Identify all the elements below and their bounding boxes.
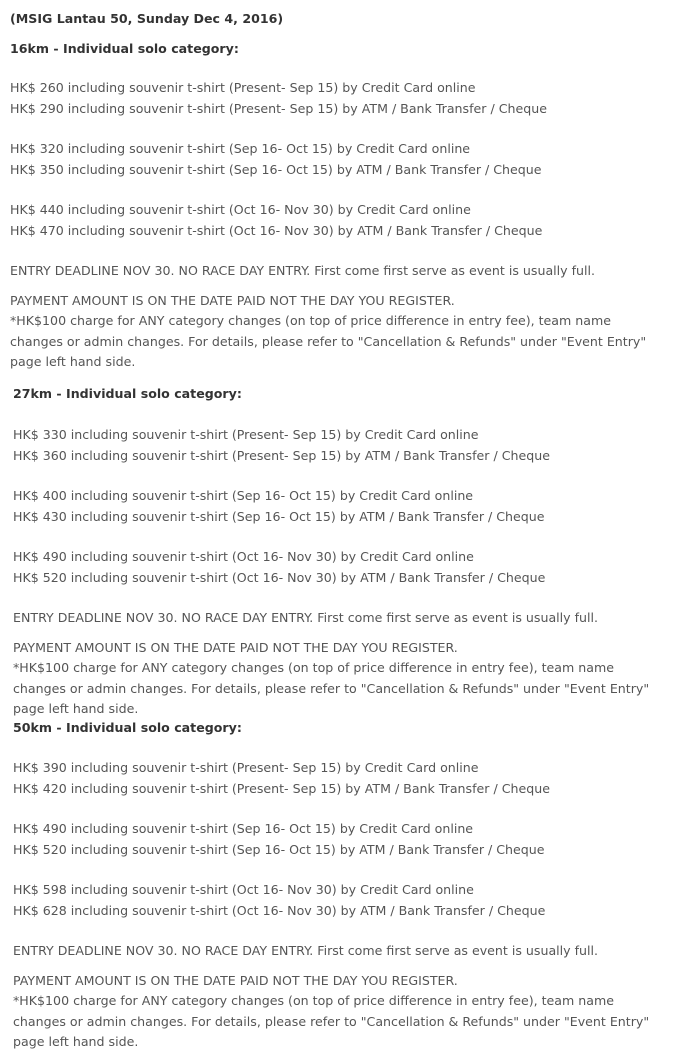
deadline-note: ENTRY DEADLINE NOV 30. NO RACE DAY ENTRY. First come first serve as event is usually full. bbox=[13, 610, 599, 625]
payment-note-text: PAYMENT AMOUNT IS ON THE DATE PAID NOT THE DAY YOU REGISTER. bbox=[10, 293, 455, 308]
charge-note-text: *HK$100 charge for ANY category changes (on top of price difference in entry fee), team name changes or admin changes. For details, please refer to "Cancellation & Refunds" under "Event Entry" page left hand side. bbox=[10, 313, 647, 369]
category-title: 50km - Individual solo category: bbox=[13, 720, 242, 735]
event-title: (MSIG Lantau 50, Sunday Dec 4, 2016) bbox=[10, 11, 284, 26]
price-line: HK$ 628 including souvenir t-shirt (Oct 16- Nov 30) by ATM / Bank Transfer / Cheque bbox=[13, 903, 546, 918]
deadline-note: ENTRY DEADLINE NOV 30. NO RACE DAY ENTRY. First come first serve as event is usually full. bbox=[13, 943, 599, 958]
price-line: HK$ 400 including souvenir t-shirt (Sep 16- Oct 15) by Credit Card online bbox=[13, 488, 474, 503]
price-line: HK$ 320 including souvenir t-shirt (Sep 16- Oct 15) by Credit Card online bbox=[10, 141, 471, 156]
price-line: HK$ 490 including souvenir t-shirt (Oct 16- Nov 30) by Credit Card online bbox=[13, 549, 474, 564]
category-title: 16km - Individual solo category: bbox=[10, 41, 239, 56]
price-line: HK$ 430 including souvenir t-shirt (Sep 16- Oct 15) by ATM / Bank Transfer / Cheque bbox=[13, 509, 545, 524]
price-line: HK$ 598 including souvenir t-shirt (Oct 16- Nov 30) by Credit Card online bbox=[13, 882, 474, 897]
price-line: HK$ 390 including souvenir t-shirt (Present- Sep 15) by Credit Card online bbox=[13, 760, 479, 775]
payment-note-text: PAYMENT AMOUNT IS ON THE DATE PAID NOT THE DAY YOU REGISTER. bbox=[13, 640, 458, 655]
price-line: HK$ 350 including souvenir t-shirt (Sep 16- Oct 15) by ATM / Bank Transfer / Cheque bbox=[10, 162, 542, 177]
charge-note-text: *HK$100 charge for ANY category changes (on top of price difference in entry fee), team name changes or admin changes. For details, please refer to "Cancellation & Refunds" under "Event Entry" page left hand side. bbox=[13, 993, 650, 1049]
price-line: HK$ 470 including souvenir t-shirt (Oct 16- Nov 30) by ATM / Bank Transfer / Cheque bbox=[10, 223, 543, 238]
deadline-note: ENTRY DEADLINE NOV 30. NO RACE DAY ENTRY. First come first serve as event is usually full. bbox=[10, 263, 596, 278]
payment-note bbox=[10, 291, 660, 372]
price-line: HK$ 520 including souvenir t-shirt (Sep 16- Oct 15) by ATM / Bank Transfer / Cheque bbox=[13, 842, 545, 857]
category-title: 27km - Individual solo category: bbox=[13, 386, 242, 401]
price-line: HK$ 290 including souvenir t-shirt (Present- Sep 15) by ATM / Bank Transfer / Cheque bbox=[10, 101, 547, 116]
price-line: HK$ 330 including souvenir t-shirt (Present- Sep 15) by Credit Card online bbox=[13, 427, 479, 442]
payment-note bbox=[13, 971, 663, 1052]
price-line: HK$ 420 including souvenir t-shirt (Present- Sep 15) by ATM / Bank Transfer / Cheque bbox=[13, 781, 550, 796]
payment-note-text: PAYMENT AMOUNT IS ON THE DATE PAID NOT THE DAY YOU REGISTER. bbox=[13, 973, 458, 988]
price-line: HK$ 260 including souvenir t-shirt (Present- Sep 15) by Credit Card online bbox=[10, 80, 476, 95]
payment-note bbox=[13, 638, 663, 719]
price-line: HK$ 360 including souvenir t-shirt (Present- Sep 15) by ATM / Bank Transfer / Cheque bbox=[13, 448, 550, 463]
charge-note-text: *HK$100 charge for ANY category changes (on top of price difference in entry fee), team name changes or admin changes. For details, please refer to "Cancellation & Refunds" under "Event Entry" page left hand side. bbox=[13, 660, 650, 716]
price-line: HK$ 490 including souvenir t-shirt (Sep 16- Oct 15) by Credit Card online bbox=[13, 821, 474, 836]
price-line: HK$ 520 including souvenir t-shirt (Oct 16- Nov 30) by ATM / Bank Transfer / Cheque bbox=[13, 570, 546, 585]
price-line: HK$ 440 including souvenir t-shirt (Oct 16- Nov 30) by Credit Card online bbox=[10, 202, 471, 217]
